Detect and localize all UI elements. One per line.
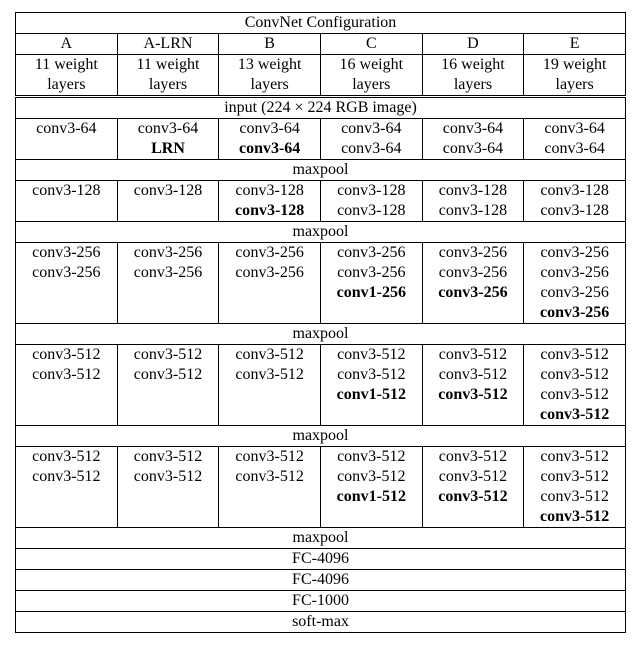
layer-cell xyxy=(219,345,321,426)
layer-name: conv3-128 xyxy=(337,202,406,219)
column-name: E xyxy=(524,34,626,55)
layer-name: conv3-512 xyxy=(337,366,406,383)
layer-name: conv3-256 xyxy=(32,264,101,281)
conv-block-row xyxy=(16,345,626,426)
depth-line: layers xyxy=(148,76,188,93)
depth-line: 19 weight xyxy=(542,56,607,73)
layer-cell xyxy=(524,345,626,426)
layer-name: conv3-64 xyxy=(239,120,300,137)
layer-cell xyxy=(219,181,321,222)
layer-cell xyxy=(524,181,626,222)
table-row xyxy=(16,160,626,181)
layer-name: conv3-128 xyxy=(438,182,508,199)
layer-cell xyxy=(320,345,422,426)
tail-row: soft-max xyxy=(16,612,626,633)
layer-name: conv3-256 xyxy=(540,264,609,281)
layer-name: conv3-512 xyxy=(540,366,609,383)
layer-name: conv3-512 xyxy=(133,468,203,485)
layer-name: conv3-64 xyxy=(544,140,605,157)
layer-name: conv3-512 xyxy=(438,488,508,505)
column-name: A xyxy=(16,34,118,55)
layer-name: conv3-128 xyxy=(438,202,508,219)
layer-name: conv3-512 xyxy=(539,508,610,525)
layer-name: conv3-512 xyxy=(32,346,101,363)
layer-name: conv3-256 xyxy=(133,264,203,281)
table-row xyxy=(16,549,626,570)
layer-name: conv3-64 xyxy=(137,120,199,137)
depth-line: layers xyxy=(555,76,594,93)
layer-cell xyxy=(320,119,422,160)
tail-row: maxpool xyxy=(16,528,626,549)
layer-name: conv3-256 xyxy=(337,244,406,261)
depth-line: 16 weight xyxy=(441,56,505,73)
maxpool-row: maxpool xyxy=(16,160,626,181)
conv-block-row xyxy=(16,181,626,222)
layer-cell xyxy=(524,119,626,160)
conv-block-row xyxy=(16,243,626,324)
layer-cell xyxy=(320,243,422,324)
tail-row: FC-4096 xyxy=(16,549,626,570)
layer-name: conv3-128 xyxy=(133,182,203,199)
column-depth xyxy=(320,55,422,96)
depth-line: layers xyxy=(453,76,493,93)
layer-name: conv3-512 xyxy=(540,488,609,505)
layer-name: conv3-128 xyxy=(234,202,305,219)
conv-block-row xyxy=(16,447,626,528)
layer-name: conv3-64 xyxy=(238,140,301,157)
layer-cell xyxy=(320,447,422,528)
layer-name: conv1-512 xyxy=(336,488,406,505)
depth-line: 11 weight xyxy=(136,56,200,73)
depth-line: layers xyxy=(47,76,86,93)
layer-name: conv3-128 xyxy=(235,182,304,199)
table-row xyxy=(16,612,626,633)
column-name: C xyxy=(320,34,422,55)
column-name: D xyxy=(422,34,524,55)
layer-name: conv3-512 xyxy=(133,366,203,383)
layer-name: conv3-512 xyxy=(337,346,406,363)
layer-cell xyxy=(16,447,118,528)
layer-name: conv3-512 xyxy=(539,406,610,423)
table-row xyxy=(16,222,626,243)
layer-name: conv3-512 xyxy=(133,448,203,465)
layer-name: conv3-64 xyxy=(341,120,402,137)
layer-name: conv3-512 xyxy=(235,366,304,383)
layer-name: conv3-512 xyxy=(235,448,304,465)
layer-name: conv3-512 xyxy=(438,346,508,363)
layer-cell xyxy=(117,119,219,160)
layer-cell xyxy=(16,345,118,426)
table-title: ConvNet Configuration xyxy=(16,13,626,34)
layer-cell xyxy=(117,447,219,528)
layer-cell xyxy=(117,243,219,324)
depth-line: 11 weight xyxy=(34,56,98,73)
layer-name: conv3-512 xyxy=(438,468,508,485)
tail-row: FC-4096 xyxy=(16,570,626,591)
layer-name: conv3-256 xyxy=(540,244,609,261)
maxpool-row: maxpool xyxy=(16,324,626,345)
layer-name: conv3-512 xyxy=(32,468,101,485)
table-row xyxy=(16,591,626,612)
layer-name: conv3-256 xyxy=(235,244,304,261)
layer-name: conv3-256 xyxy=(438,244,508,261)
layer-name: conv3-512 xyxy=(540,346,609,363)
layer-name: conv3-512 xyxy=(540,386,609,403)
depth-line: layers xyxy=(250,76,289,93)
layer-name: conv3-512 xyxy=(540,448,609,465)
column-name: B xyxy=(219,34,321,55)
conv-block-row xyxy=(16,119,626,160)
layer-cell xyxy=(117,181,219,222)
layer-name: conv3-512 xyxy=(438,386,508,403)
layer-name: conv3-256 xyxy=(133,244,203,261)
table-row xyxy=(16,324,626,345)
layer-cell xyxy=(422,243,524,324)
layer-cell xyxy=(320,181,422,222)
layer-name: conv3-64 xyxy=(36,120,97,137)
column-depth xyxy=(117,55,219,96)
table-row xyxy=(16,98,626,119)
layer-cell xyxy=(219,119,321,160)
input-row: input (224 × 224 RGB image) xyxy=(16,98,626,119)
layer-name: conv3-512 xyxy=(438,366,508,383)
layer-name: conv3-256 xyxy=(337,264,406,281)
layer-cell xyxy=(524,243,626,324)
layer-cell xyxy=(422,345,524,426)
depth-line: 13 weight xyxy=(237,56,302,73)
layer-name: LRN xyxy=(151,140,185,157)
layer-name: conv3-256 xyxy=(438,284,508,301)
config-layers-table xyxy=(15,97,626,633)
column-depth xyxy=(16,55,118,96)
table-row xyxy=(16,528,626,549)
layer-name: conv3-128 xyxy=(32,182,101,199)
layer-name: conv3-128 xyxy=(540,182,609,199)
layer-name: conv3-512 xyxy=(235,346,304,363)
layer-cell xyxy=(422,119,524,160)
layer-name: conv3-512 xyxy=(337,468,406,485)
layer-name: conv1-512 xyxy=(336,386,406,403)
layer-name: conv3-256 xyxy=(235,264,304,281)
maxpool-row: maxpool xyxy=(16,426,626,447)
layer-cell xyxy=(219,243,321,324)
layer-name: conv3-512 xyxy=(540,468,609,485)
layer-name: conv3-512 xyxy=(32,448,101,465)
layer-cell xyxy=(219,447,321,528)
column-depth xyxy=(524,55,626,96)
layer-cell xyxy=(422,181,524,222)
layer-cell xyxy=(422,447,524,528)
layer-name: conv3-512 xyxy=(32,366,101,383)
maxpool-row: maxpool xyxy=(16,222,626,243)
layer-cell xyxy=(16,243,118,324)
depth-line: 16 weight xyxy=(339,56,404,73)
layer-name: conv3-256 xyxy=(32,244,101,261)
layer-name: conv3-128 xyxy=(540,202,609,219)
table-row xyxy=(16,426,626,447)
layer-cell xyxy=(524,447,626,528)
layer-name: conv3-512 xyxy=(133,346,203,363)
layer-name: conv3-256 xyxy=(438,264,508,281)
layer-cell xyxy=(117,345,219,426)
layer-name: conv3-64 xyxy=(442,120,504,137)
layer-name: conv3-512 xyxy=(235,468,304,485)
layer-name: conv3-64 xyxy=(442,140,504,157)
column-depth xyxy=(422,55,524,96)
column-name: A-LRN xyxy=(117,34,219,55)
layer-name: conv3-64 xyxy=(544,120,605,137)
layer-name: conv1-256 xyxy=(336,284,406,301)
config-header-table xyxy=(15,12,626,96)
tail-row: FC-1000 xyxy=(16,591,626,612)
layer-cell xyxy=(16,181,118,222)
layer-name: conv3-256 xyxy=(539,304,610,321)
layer-cell xyxy=(16,119,118,160)
depth-line: layers xyxy=(352,76,391,93)
layer-name: conv3-512 xyxy=(438,448,508,465)
layer-name: conv3-64 xyxy=(341,140,402,157)
layer-name: conv3-128 xyxy=(337,182,406,199)
column-depth xyxy=(219,55,321,96)
layer-name: conv3-512 xyxy=(337,448,406,465)
table-row xyxy=(16,570,626,591)
layer-name: conv3-256 xyxy=(540,284,609,301)
